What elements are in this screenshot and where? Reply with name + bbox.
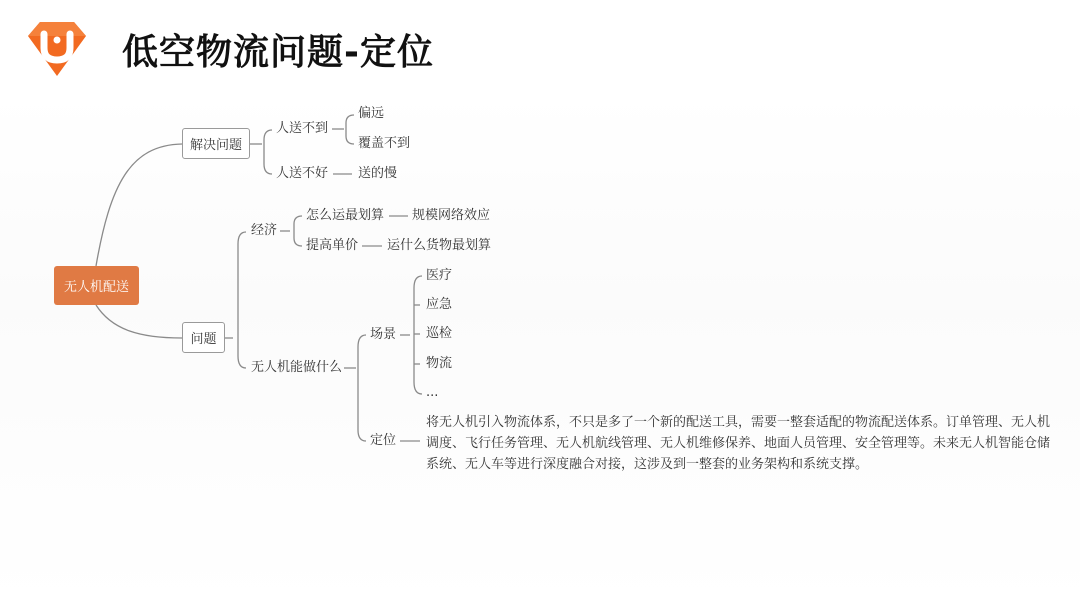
node-no-coverage: 覆盖不到 — [358, 136, 411, 151]
node-problem: 问题 — [182, 322, 225, 353]
scenario-item: ... — [426, 385, 439, 400]
scenario-item: 巡检 — [426, 326, 453, 341]
root-node: 无人机配送 — [54, 266, 139, 305]
page-title: 低空物流问题-定位 — [122, 32, 434, 73]
node-raise-price: 提高单价 — [306, 238, 359, 253]
scenario-item: 应急 — [426, 297, 453, 312]
node-remote: 偏远 — [358, 106, 385, 121]
node-send-not-reach: 人送不到 — [276, 121, 329, 136]
node-what-goods: 运什么货物最划算 — [387, 238, 492, 253]
node-solve-problem: 解决问题 — [182, 128, 250, 159]
node-how-cost-effective: 怎么运最划算 — [306, 208, 385, 223]
node-what-can-drone-do: 无人机能做什么 — [251, 360, 343, 375]
node-send-not-well: 人送不好 — [276, 166, 329, 181]
node-positioning: 定位 — [370, 433, 397, 448]
node-scenarios: 场景 — [370, 327, 397, 342]
node-scale-effect: 规模网络效应 — [412, 208, 491, 223]
scenario-item: 物流 — [426, 356, 453, 371]
scenario-item: 医疗 — [426, 268, 453, 283]
node-economy: 经济 — [251, 223, 278, 238]
node-slow: 送的慢 — [358, 166, 398, 181]
positioning-description: 将无人机引入物流体系，不只是多了一个新的配送工具，需要一整套适配的物流配送体系。订单管理、无人机调度、飞行任务管理、无人机航线管理、无人机维修保养、地面人员管理、安全管理等。未来无人机智能仓储系统、无人车等进行深度融合对接，这涉及到一整套的业务架构和系统支撑。 — [426, 415, 1051, 472]
